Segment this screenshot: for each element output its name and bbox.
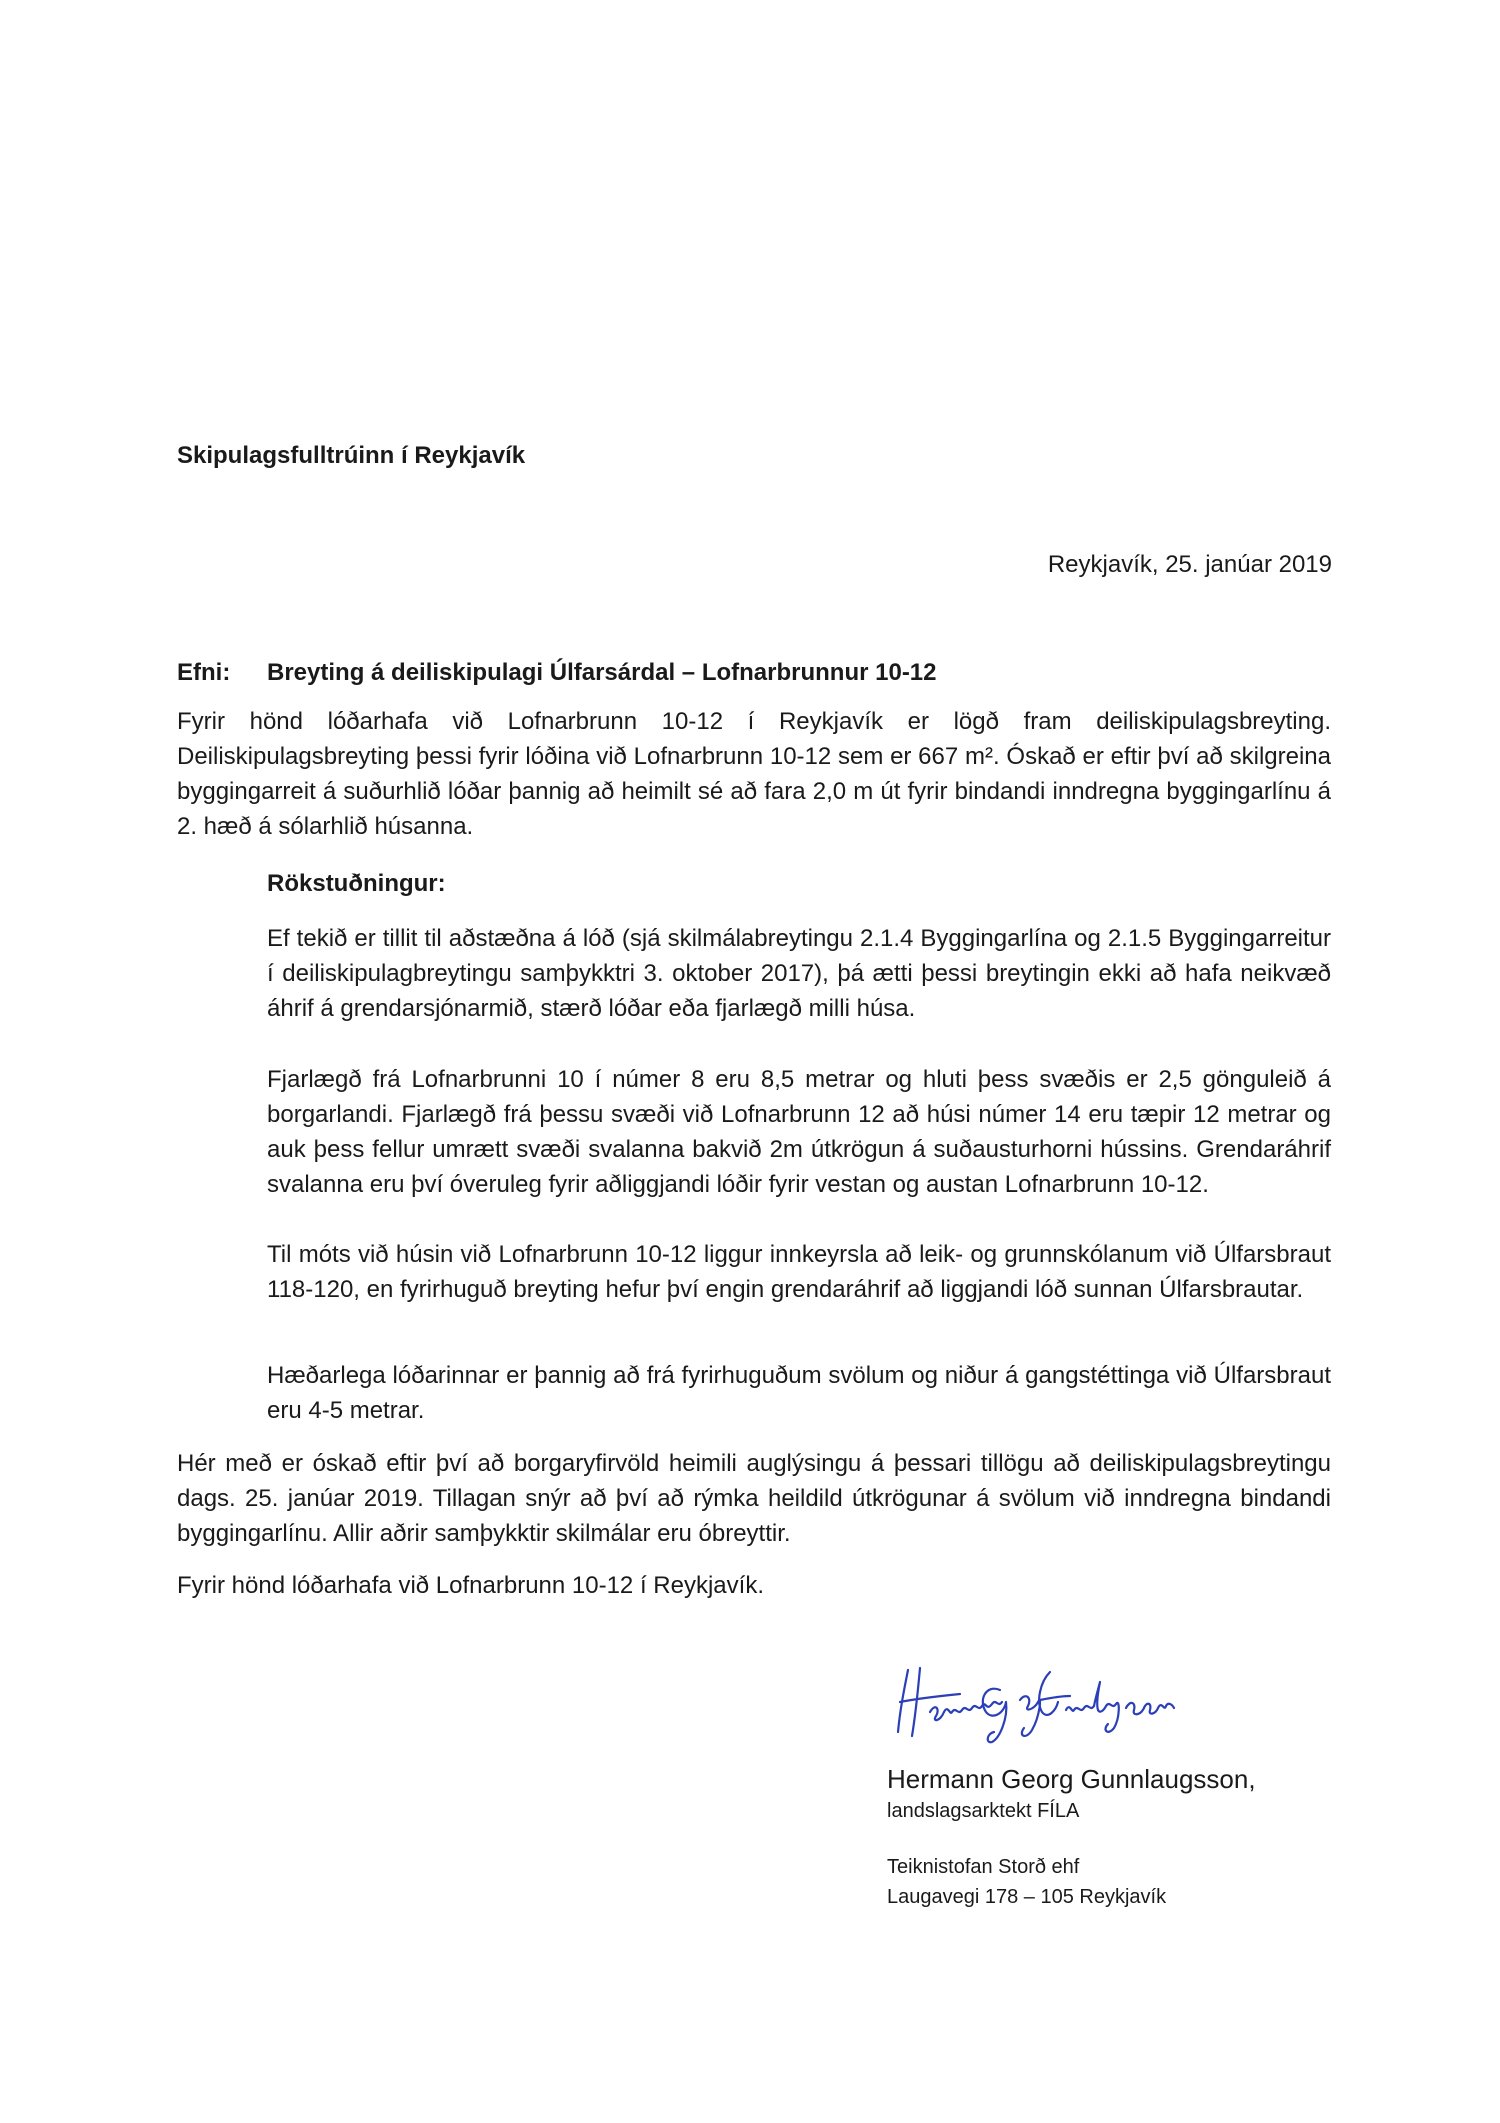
office-name: Teiknistofan Storð ehf [887, 1856, 1080, 1878]
intro-paragraph: Fyrir hönd lóðarhafa við Lofnarbrunn 10-12 í Reykjavík er lögð fram deiliskipulagsbreyting. Deiliskipulagsbreyting þessi fyrir lóðina við Lofnarbrunn 10-12 sem er 667 m². Óskað er eftir því að skilgreina byggingarreit á suðurhlið lóðar þannig að heimilt sé að fara 2,0 m út fyrir bindandi inndregna byggingarlínu á 2. hæð á sólarhlið húsanna. [177, 708, 1331, 840]
reasoning-heading: Rökstuðningur: [267, 870, 446, 897]
recipient: Skipulagsfulltrúinn í Reykjavík [177, 442, 526, 469]
closing-line: Fyrir hönd lóðarhafa við Lofnarbrunn 10-12 í Reykjavík. [177, 1572, 764, 1599]
letter-date: Reykjavík, 25. janúar 2019 [1047, 551, 1332, 578]
reasoning-paragraph-3: Til móts við húsin við Lofnarbrunn 10-12 liggur innkeyrsla að leik- og grunnskólanum við Úlfarsbraut 118-120, en fyrirhuguð breyting hefur því engin grendaráhrif að liggjandi lóð sunnan Úlfarsbrautar. [267, 1241, 1331, 1303]
subject-line [177, 659, 937, 687]
reasoning-paragraph-4: Hæðarlega lóðarinnar er þannig að frá fyrirhuguðum svölum og niður á gangstéttinga við Úlfarsbraut eru 4-5 metrar. [267, 1362, 1331, 1424]
reasoning-paragraph-2: Fjarlægð frá Lofnarbrunni 10 í númer 8 eru 8,5 metrar og hluti þess svæðis er 2,5 gönguleið á borgarlandi. Fjarlægð frá þessu svæði við Lofnarbrunn 12 að húsi númer 14 eru tæpir 12 metrar og auk þess fellur umrætt svæði svalanna bakvið 2m útkrögun á suðausturhorni hússins. Grendaráhrif svalanna eru því óveruleg fyrir aðliggjandi lóðir fyrir vestan og austan Lofnarbrunn 10-12. [267, 1066, 1331, 1198]
office-block [887, 1852, 1166, 1912]
signer-title: landslagsarktekt FÍLA [887, 1800, 1080, 1822]
request-paragraph: Hér með er óskað eftir því að borgaryfirvöld heimili auglýsingu á þessari tillögu að deiliskipulagsbreytingu dags. 25. janúar 2019. Tillagan snýr að því að rýmka heildild útkrögunar á svölum við inndregna bindandi byggingarlínu. Allir aðrir samþykktir skilmálar eru óbreyttir. [177, 1450, 1331, 1547]
office-address: Laugavegi 178 – 105 Reykjavík [887, 1886, 1167, 1908]
reasoning-paragraph-1: Ef tekið er tillit til aðstæðna á lóð (sjá skilmálabreytingu 2.1.4 Byggingarlína og 2.1.5 Byggingarreitur í deiliskipulagbreytingu samþykktri 3. oktober 2017), þá ætti þessi breytingin ekki að hafa neikvæð áhrif á grendarsjónarmið, stærð lóðar eða fjarlægð milli húsa. [267, 925, 1331, 1022]
handwritten-signature [890, 1650, 1180, 1760]
signer-name: Hermann Georg Gunnlaugsson, [887, 1764, 1256, 1794]
subject-label: Efni: [177, 659, 231, 686]
subject-text: Breyting á deiliskipulagi Úlfarsárdal – Lofnarbrunnur 10-12 [267, 659, 937, 686]
